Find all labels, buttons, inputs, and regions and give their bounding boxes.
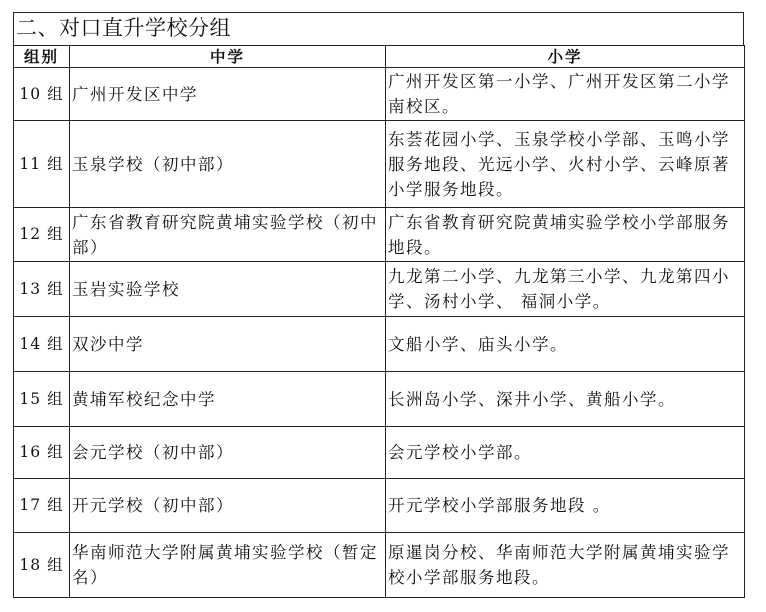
primary-school-cell: 广东省教育研究院黄埔实验学校小学部服务地段。 — [386, 208, 745, 262]
table-row — [14, 317, 745, 372]
primary-school-cell: 开元学校小学部服务地段 。 — [386, 479, 745, 533]
group-cell: 14 组 — [14, 317, 70, 372]
header-middle-school: 中学 — [70, 46, 386, 68]
middle-school-cell: 黄埔军校纪念中学 — [70, 372, 386, 427]
header-group: 组别 — [14, 46, 70, 68]
table-row — [14, 372, 745, 427]
middle-school-cell: 广州开发区中学 — [70, 68, 386, 121]
group-cell: 11 组 — [14, 121, 70, 208]
table-row — [14, 262, 745, 317]
primary-school-cell: 长洲岛小学、深井小学、黄船小学。 — [386, 372, 745, 427]
table-row — [14, 533, 745, 598]
primary-school-cell: 九龙第二小学、九龙第三小学、九龙第四小学、汤村小学、 福洞小学。 — [386, 262, 745, 317]
middle-school-cell: 双沙中学 — [70, 317, 386, 372]
table-header-row — [14, 46, 745, 68]
table-row — [14, 427, 745, 479]
table-row — [14, 68, 745, 121]
primary-school-cell: 会元学校小学部。 — [386, 427, 745, 479]
group-cell: 10 组 — [14, 68, 70, 121]
middle-school-cell: 会元学校（初中部） — [70, 427, 386, 479]
primary-school-cell: 文船小学、庙头小学。 — [386, 317, 745, 372]
middle-school-cell: 华南师范大学附属黄埔实验学校（暂定名） — [70, 533, 386, 598]
table-row — [14, 479, 745, 533]
group-cell: 16 组 — [14, 427, 70, 479]
group-cell: 13 组 — [14, 262, 70, 317]
section-title: 二、对口直升学校分组 — [13, 12, 744, 45]
table-row — [14, 121, 745, 208]
middle-school-cell: 广东省教育研究院黄埔实验学校（初中部） — [70, 208, 386, 262]
primary-school-cell: 东荟花园小学、玉泉学校小学部、玉鸣小学服务地段、光远小学、火村小学、云峰原著小学服务地段。 — [386, 121, 745, 208]
group-cell: 17 组 — [14, 479, 70, 533]
group-cell: 12 组 — [14, 208, 70, 262]
middle-school-cell: 玉岩实验学校 — [70, 262, 386, 317]
middle-school-cell: 开元学校（初中部） — [70, 479, 386, 533]
primary-school-cell: 原暹岗分校、华南师范大学附属黄埔实验学校小学部服务地段。 — [386, 533, 745, 598]
header-primary-school: 小学 — [386, 46, 745, 68]
school-group-table — [13, 45, 745, 598]
group-cell: 18 组 — [14, 533, 70, 598]
group-cell: 15 组 — [14, 372, 70, 427]
middle-school-cell: 玉泉学校（初中部） — [70, 121, 386, 208]
primary-school-cell: 广州开发区第一小学、广州开发区第二小学南校区。 — [386, 68, 745, 121]
document-section — [13, 12, 744, 598]
table-row — [14, 208, 745, 262]
